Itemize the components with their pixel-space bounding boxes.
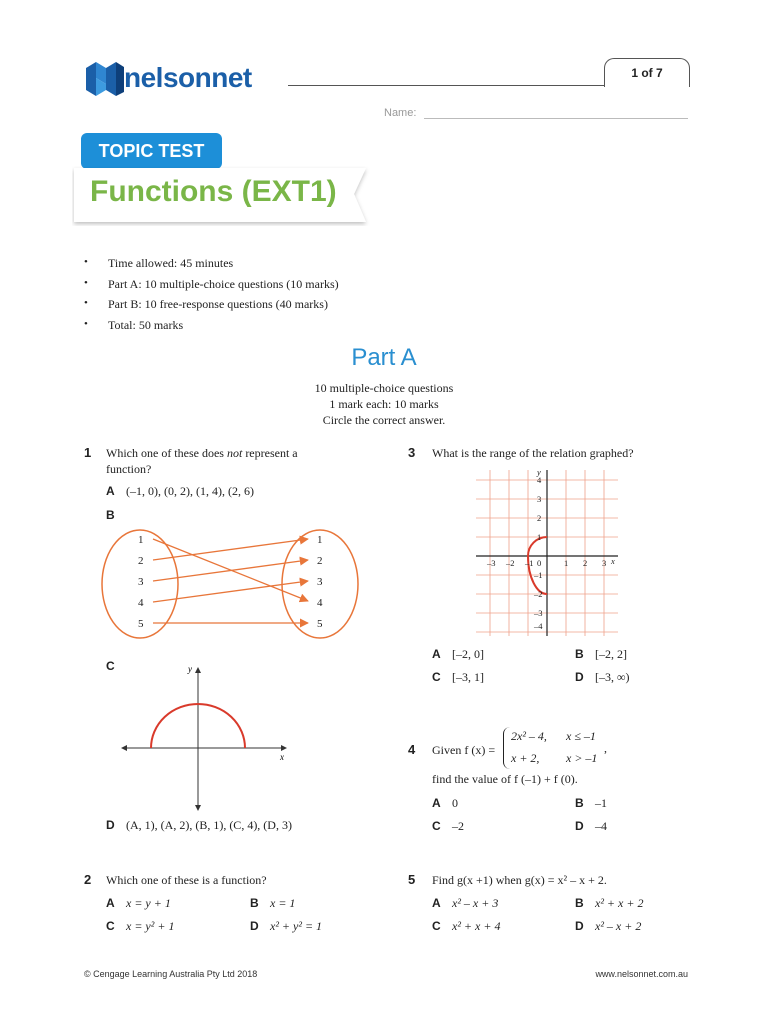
option-letter: C xyxy=(106,919,115,933)
y-tick-label: 1 xyxy=(537,532,542,542)
option-letter: D xyxy=(106,818,115,832)
option-letter: D xyxy=(250,919,259,933)
option-text: x = y + 1 xyxy=(126,896,171,910)
y-tick-label: 3 xyxy=(537,494,542,504)
q4-option-b[interactable] xyxy=(575,796,607,811)
q4-piecewise-brace xyxy=(503,727,510,769)
x-tick-label: –1 xyxy=(525,558,534,568)
codomain-value: 3 xyxy=(317,576,323,588)
q4-comma: , xyxy=(604,741,607,755)
domain-value: 3 xyxy=(138,576,144,588)
q1-text-part: Which one of these does xyxy=(106,446,227,460)
q3-option-b[interactable] xyxy=(575,647,627,662)
q3-number: 3 xyxy=(408,445,416,460)
option-letter: C xyxy=(106,659,115,673)
page-indicator-text: 1 of 7 xyxy=(631,66,663,80)
q4-case-1-condition xyxy=(566,729,596,744)
page-indicator xyxy=(604,58,690,87)
option-text: [–3, ∞) xyxy=(595,670,630,684)
q5-option-d[interactable] xyxy=(575,919,641,934)
x-tick-label: –3 xyxy=(487,558,496,568)
part-instructions xyxy=(0,380,768,428)
option-letter: B xyxy=(575,796,584,810)
q4-given: Given f (x) = xyxy=(432,743,496,757)
codomain-value: 1 xyxy=(317,534,323,546)
footer-url[interactable]: www.nelsonnet.com.au xyxy=(595,969,688,979)
name-label: Name: xyxy=(384,107,417,119)
q4-number: 4 xyxy=(408,742,416,757)
option-text: x² + x + 2 xyxy=(595,896,644,910)
q1-option-a[interactable] xyxy=(106,484,254,499)
q3-text: What is the range of the relation graphed? xyxy=(432,446,634,460)
y-axis-label: y xyxy=(188,664,192,674)
q5-number: 5 xyxy=(408,872,416,887)
test-info-list xyxy=(84,256,339,338)
y-tick-label: –3 xyxy=(534,608,543,618)
y-tick-label: –1 xyxy=(534,570,543,580)
option-letter: B xyxy=(575,896,584,910)
option-letter: B xyxy=(106,508,115,522)
option-text: x = 1 xyxy=(270,896,296,910)
option-text: [–2, 0] xyxy=(452,647,484,661)
q1-semicircle-graph xyxy=(118,660,292,812)
x-tick-label: 0 xyxy=(537,558,542,568)
logo xyxy=(84,58,294,102)
x-tick-label: 1 xyxy=(564,558,569,568)
option-letter: D xyxy=(575,670,584,684)
page-title: Functions (EXT1) xyxy=(90,175,337,208)
option-letter: C xyxy=(432,919,441,933)
q5-option-c[interactable] xyxy=(432,919,500,934)
q4-case-1 xyxy=(511,729,547,744)
y-tick-label: –2 xyxy=(534,589,543,599)
part-sub-instruction: Circle the correct answer. xyxy=(322,413,446,427)
y-axis-label: y xyxy=(537,467,541,477)
option-text: x² – x + 3 xyxy=(452,896,499,910)
option-letter: A xyxy=(106,896,115,910)
y-tick-label: 2 xyxy=(537,513,542,523)
option-text: (A, 1), (A, 2), (B, 1), (C, 4), (D, 3) xyxy=(126,818,292,832)
option-letter: D xyxy=(575,819,584,833)
q2-text: Which one of these is a function? xyxy=(106,873,267,887)
option-text: x² + y² = 1 xyxy=(270,919,323,933)
q4-find: find the value of f (–1) + f (0). xyxy=(432,772,578,786)
option-letter: B xyxy=(575,647,584,661)
codomain-value: 5 xyxy=(317,618,323,630)
q1-text xyxy=(106,445,346,477)
q1-number: 1 xyxy=(84,445,92,460)
title-banner xyxy=(72,166,372,226)
part-sub-marks: 1 mark each: 10 marks xyxy=(329,397,439,411)
case-expression: 2x² – 4, xyxy=(511,729,547,743)
x-axis-label: x xyxy=(280,752,284,762)
q1-mapping-diagram xyxy=(98,528,362,644)
q4-option-d[interactable] xyxy=(575,819,607,834)
q1-text-part: represent a xyxy=(242,446,298,460)
option-text: (–1, 0), (0, 2), (1, 4), (2, 6) xyxy=(126,484,254,498)
x-axis-label: x xyxy=(611,556,615,566)
q5-option-b[interactable] xyxy=(575,896,643,911)
option-letter: A xyxy=(432,796,441,810)
option-text: x = y² + 1 xyxy=(126,919,175,933)
option-letter: A xyxy=(432,647,441,661)
mapping-arrow xyxy=(153,539,308,560)
q1-text-part: function? xyxy=(106,462,152,476)
q4-case-2 xyxy=(511,751,539,766)
option-letter: A xyxy=(432,896,441,910)
q3-option-d[interactable] xyxy=(575,670,630,685)
nelsonnet-logo-icon xyxy=(84,58,126,100)
x-tick-label: –2 xyxy=(506,558,515,568)
part-sub-count: 10 multiple-choice questions xyxy=(314,381,454,395)
q2-option-a[interactable] xyxy=(106,896,171,911)
domain-value: 5 xyxy=(138,618,144,630)
x-tick-label: 2 xyxy=(583,558,588,568)
q4-option-c[interactable] xyxy=(432,819,464,834)
info-part-a: • Part A: 10 multiple-choice questions (10 marks) xyxy=(84,277,339,298)
case-condition: x ≤ –1 xyxy=(566,729,596,743)
domain-value: 4 xyxy=(138,597,144,609)
option-text: x² + x + 4 xyxy=(452,919,501,933)
q3-option-a[interactable] xyxy=(432,647,484,662)
q2-option-b[interactable] xyxy=(250,896,295,911)
codomain-value: 4 xyxy=(317,597,323,609)
codomain-value: 2 xyxy=(317,555,323,567)
y-tick-label: 4 xyxy=(537,475,542,485)
case-expression: x + 2, xyxy=(511,751,540,765)
option-text: 0 xyxy=(452,796,458,810)
q1-option-d[interactable] xyxy=(106,818,292,833)
y-tick-label: –4 xyxy=(534,621,543,631)
info-total: • Total: 50 marks xyxy=(84,318,339,339)
option-text: –4 xyxy=(595,819,607,833)
option-letter: A xyxy=(106,484,115,498)
q5-text: Find g(x +1) when g(x) = x² – x + 2. xyxy=(432,873,607,887)
q3-relation-graph xyxy=(474,466,620,638)
q2-number: 2 xyxy=(84,872,92,887)
q1-option-b[interactable] xyxy=(106,508,126,523)
option-text: –2 xyxy=(452,819,464,833)
q2-option-d[interactable] xyxy=(250,919,322,934)
part-title: Part A xyxy=(351,344,417,371)
option-letter: B xyxy=(250,896,259,910)
domain-value: 2 xyxy=(138,555,144,567)
q2-option-c[interactable] xyxy=(106,919,174,934)
option-text: –1 xyxy=(595,796,607,810)
topic-test-tag-text: TOPIC TEST xyxy=(98,141,205,161)
info-part-b: • Part B: 10 free-response questions (40 marks) xyxy=(84,297,339,318)
option-text: [–3, 1] xyxy=(452,670,484,684)
option-letter: C xyxy=(432,819,441,833)
domain-value: 1 xyxy=(138,534,144,546)
logo-text: nelsonnet xyxy=(124,62,252,93)
x-tick-label: 3 xyxy=(602,558,607,568)
q3-option-c[interactable] xyxy=(432,670,484,685)
option-text: [–2, 2] xyxy=(595,647,627,661)
name-field[interactable] xyxy=(424,118,688,119)
footer-copyright: © Cengage Learning Australia Pty Ltd 2018 xyxy=(84,969,258,979)
case-condition: x > –1 xyxy=(566,751,598,765)
q4-case-2-condition xyxy=(566,751,597,766)
option-letter: C xyxy=(432,670,441,684)
topic-test-tag xyxy=(81,133,222,169)
q4-option-a[interactable] xyxy=(432,796,458,811)
option-letter: D xyxy=(575,919,584,933)
info-time: • Time allowed: 45 minutes xyxy=(84,256,339,277)
option-text: x² – x + 2 xyxy=(595,919,642,933)
q1-text-emphasis: not xyxy=(226,446,243,460)
q5-option-a[interactable] xyxy=(432,896,498,911)
